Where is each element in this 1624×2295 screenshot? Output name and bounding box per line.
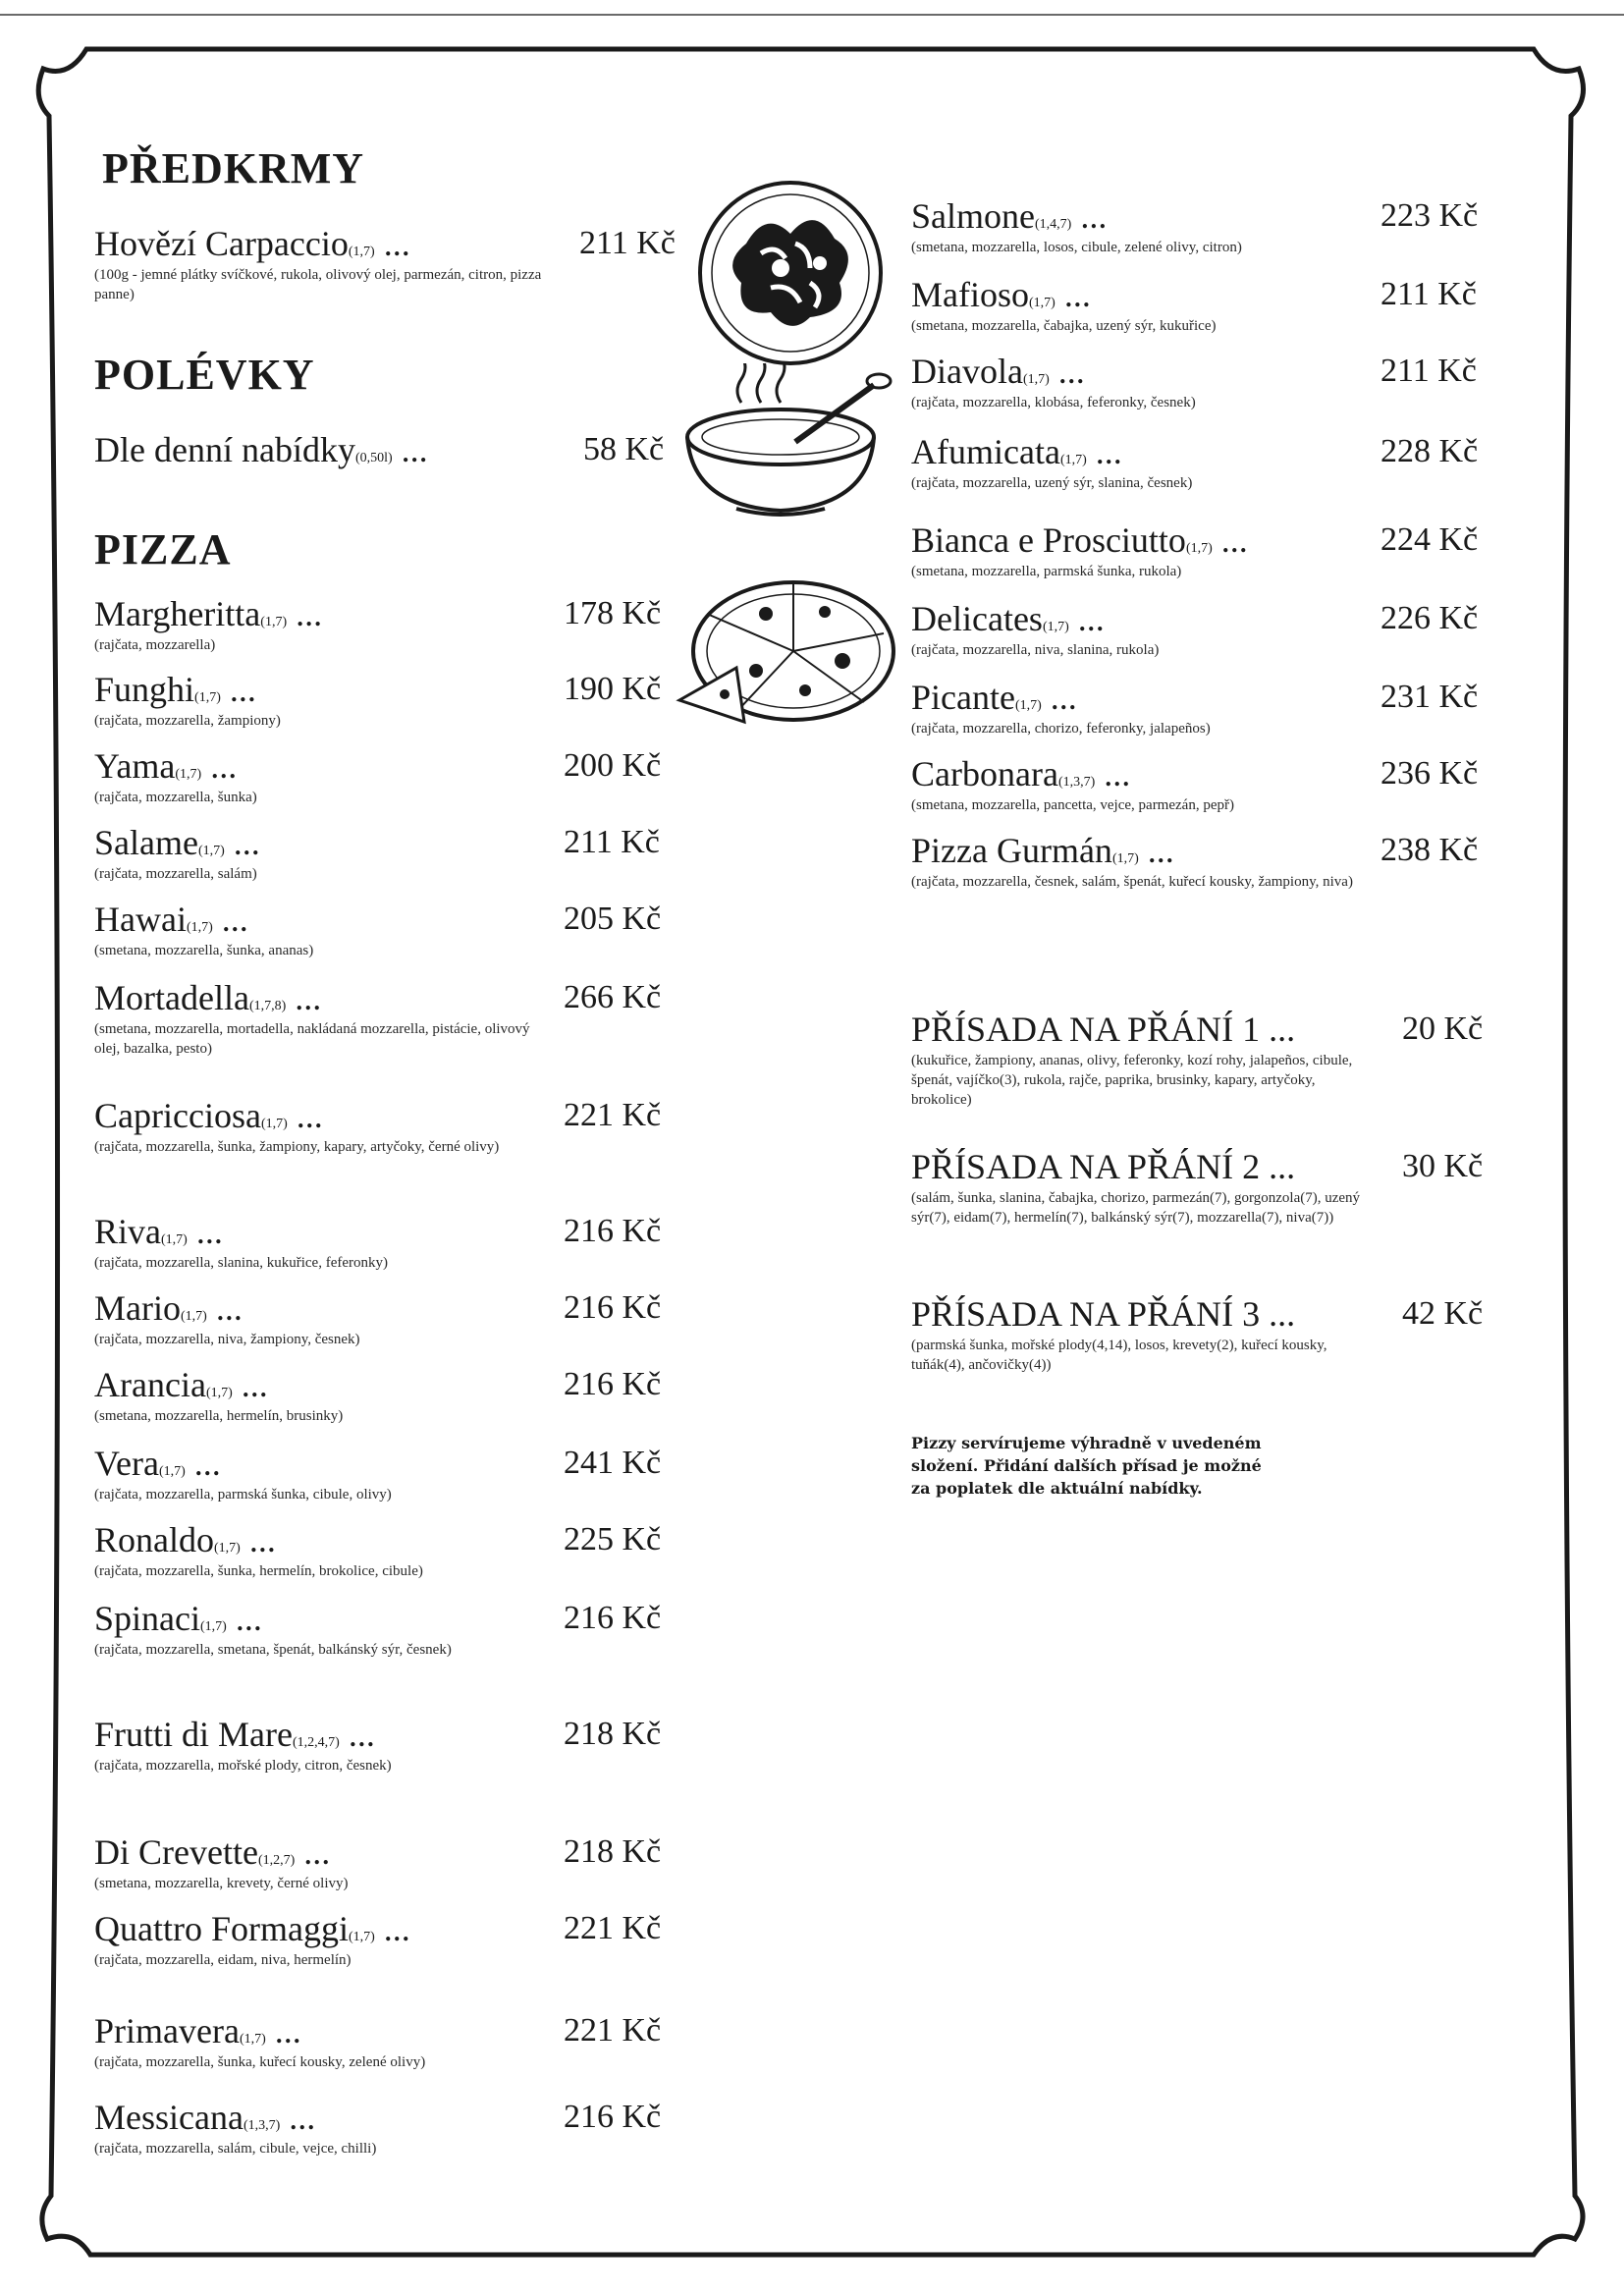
menu-item-row (94, 978, 674, 1021)
menu-item-price: 228 Kč (1380, 433, 1479, 469)
menu-item-allergens: (1,7) (260, 1117, 288, 1131)
leader-dots: ... (1041, 678, 1077, 717)
menu-item-row (94, 1288, 674, 1332)
menu-item-price: 190 Kč (564, 671, 662, 707)
menu-item-row (94, 1909, 674, 1952)
leader-dots: ... (287, 594, 323, 633)
menu-item-name (911, 599, 1105, 647)
menu-item-allergens: (1,2,7) (257, 1853, 296, 1868)
menu-item (911, 196, 1490, 257)
leader-dots: ... (187, 1212, 223, 1251)
menu-item-allergens: (1,7) (1029, 296, 1056, 310)
menu-item (911, 831, 1490, 892)
menu-item-row (911, 754, 1490, 797)
menu-item-row (94, 2011, 674, 2054)
menu-item (94, 1096, 674, 1157)
menu-item-title: Picante (911, 678, 1015, 717)
menu-item-allergens: (1,7) (1185, 541, 1213, 556)
menu-item-title: Messicana (94, 2098, 244, 2137)
menu-item (94, 1365, 674, 1426)
menu-item (911, 678, 1490, 738)
menu-item-description: (rajčata, mozzarella, šunka, hermelín, brokolice, cibule) (94, 1563, 423, 1579)
menu-item-allergens: (1,7) (239, 2032, 266, 2047)
menu-item-title: Pizza Gurmán (911, 831, 1112, 870)
menu-note-line: složení. Přidání dalších přísad je možné (911, 1456, 1262, 1475)
menu-item (94, 224, 674, 304)
menu-item-name (94, 594, 322, 642)
section-title-soups: POLÉVKY (94, 351, 315, 399)
menu-item-title: Dle denní nabídky (94, 430, 355, 469)
menu-item-allergens: (1,7) (175, 767, 202, 782)
menu-item-row (94, 1212, 674, 1255)
leader-dots: ... (295, 1832, 331, 1872)
menu-item-allergens: (1,7) (348, 1930, 375, 1944)
menu-item-title: Ronaldo (94, 1520, 214, 1559)
menu-note (911, 1432, 1324, 1500)
menu-item-description: (rajčata, mozzarella, salám) (94, 866, 257, 882)
menu-item-description: (salám, šunka, slanina, čabajka, chorizo, parmezán(7), gorgonzola(7), uzený sýr(7), eidam(7), hermelín(7), balkánský sýr(7), mozzarella(7), niva(7)) (911, 1190, 1361, 1226)
menu-item-title: Mafioso (911, 275, 1029, 314)
soup-bowl-icon (677, 363, 893, 530)
leader-dots: ... (1086, 432, 1122, 471)
menu-item-price: 216 Kč (564, 1600, 662, 1636)
leader-dots: ... (374, 1909, 410, 1948)
menu-item-description: (rajčata, mozzarella, slanina, kukuřice, feferonky) (94, 1255, 389, 1271)
menu-item-description: (smetana, mozzarella, parmská šunka, rukola) (911, 564, 1182, 579)
section-title-starters: PŘEDKRMY (102, 144, 365, 192)
menu-item-name (94, 1288, 243, 1337)
menu-item-row (911, 432, 1490, 475)
menu-item-row (94, 823, 674, 866)
menu-item-price: 218 Kč (564, 1833, 662, 1870)
menu-item-title: Di Crevette (94, 1832, 258, 1872)
menu-item-description: (rajčata, mozzarella, klobása, feferonky, česnek) (911, 395, 1196, 410)
menu-item-description: (rajčata, mozzarella, šunka, kuřecí kousky, zelené olivy) (94, 2054, 426, 2070)
menu-item (94, 1599, 674, 1660)
menu-item-name (94, 1599, 262, 1647)
leader-dots: ... (374, 224, 410, 263)
menu-item-title: Delicates (911, 599, 1043, 638)
leader-dots: ... (212, 900, 248, 939)
menu-item-name (94, 823, 260, 871)
menu-item-row (911, 1010, 1490, 1053)
menu-item-price: 178 Kč (564, 595, 662, 631)
leader-dots: ... (220, 670, 256, 709)
menu-item-name (911, 1010, 1295, 1049)
leader-dots: ... (1095, 754, 1131, 793)
menu-item-price: 216 Kč (564, 2099, 662, 2135)
menu-item-name (94, 1365, 268, 1413)
menu-item-description: (rajčata, mozzarella, niva, žampiony, česnek) (94, 1332, 360, 1347)
menu-item-allergens: (1,7) (1059, 453, 1087, 467)
leader-dots: ... (201, 746, 238, 786)
menu-item-name (94, 1832, 330, 1881)
menu-item-price: 216 Kč (564, 1366, 662, 1402)
menu-item-allergens: (1,7) (1042, 620, 1069, 634)
leader-dots: ... (1260, 1294, 1296, 1334)
menu-item (911, 1010, 1490, 1110)
leader-dots: ... (1068, 599, 1105, 638)
menu-item (911, 432, 1490, 493)
menu-item-allergens: (1,2,4,7) (292, 1735, 340, 1750)
menu-item-allergens: (1,7) (1014, 698, 1042, 713)
menu-item-description: (rajčata, mozzarella, salám, cibule, vejce, chilli) (94, 2141, 377, 2157)
menu-item-price: 221 Kč (564, 1910, 662, 1946)
menu-item-title: Diavola (911, 352, 1023, 391)
menu-item-title: Afumicata (911, 432, 1060, 471)
menu-item-description: (parmská šunka, mořské plody(4,14), losos, krevety(2), kuřecí kousky, tuňák(4), ančovičky(4)) (911, 1338, 1327, 1373)
menu-item-row (94, 1444, 674, 1487)
menu-item-name (94, 978, 321, 1026)
menu-item-name (94, 2098, 315, 2146)
leader-dots: ... (1260, 1147, 1296, 1186)
menu-item (94, 900, 674, 960)
menu-item-title: Bianca e Prosciutto (911, 520, 1186, 560)
menu-item (94, 594, 674, 655)
menu-item-title: Vera (94, 1444, 159, 1483)
menu-item-price: 221 Kč (564, 1097, 662, 1133)
leader-dots: ... (265, 2011, 301, 2050)
leader-dots: ... (392, 430, 428, 469)
leader-dots: ... (1055, 275, 1091, 314)
menu-item-name (911, 196, 1107, 245)
menu-item-price: 241 Kč (564, 1445, 662, 1481)
menu-item-description: (smetana, mozzarella, hermelín, brusinky) (94, 1408, 344, 1424)
menu-item-name (911, 1147, 1295, 1186)
menu-item-description: (rajčata, mozzarella, chorizo, feferonky, jalapeños) (911, 721, 1211, 737)
menu-item-description: (smetana, mozzarella, šunka, ananas) (94, 943, 314, 958)
menu-item (94, 1832, 674, 1893)
menu-item-allergens: (1,7) (1111, 851, 1139, 866)
menu-item-title: Arancia (94, 1365, 206, 1404)
leader-dots: ... (206, 1288, 243, 1328)
menu-item-name (94, 1212, 223, 1260)
menu-item-description: (rajčata, mozzarella, šunka, žampiony, kapary, artyčoky, černé olivy) (94, 1139, 500, 1155)
menu-item-name (94, 1909, 410, 1957)
menu-item-row (94, 430, 674, 473)
menu-item-name (911, 520, 1248, 569)
menu-item-price: 205 Kč (564, 901, 662, 937)
menu-item-title: Frutti di Mare (94, 1715, 293, 1754)
menu-item-price: 216 Kč (564, 1289, 662, 1326)
menu-item (911, 520, 1490, 581)
menu-item-allergens: (1,7) (260, 615, 288, 629)
menu-item-name (94, 1444, 221, 1492)
menu-item-price: 226 Kč (1380, 600, 1479, 636)
section-title-pizza: PIZZA (94, 525, 232, 574)
menu-item-title: Hawai (94, 900, 187, 939)
menu-item-row (94, 1715, 674, 1758)
menu-item-row (94, 670, 674, 713)
menu-item-description: (rajčata, mozzarella, uzený sýr, slanina, česnek) (911, 475, 1193, 491)
menu-item-title: PŘÍSADA NA PŘÁNÍ 2 (911, 1147, 1261, 1186)
menu-item-title: Hovězí Carpaccio (94, 224, 349, 263)
menu-item-allergens: (1,7) (1022, 372, 1050, 387)
menu-item-description: (rajčata, mozzarella, smetana, špenát, balkánský sýr, česnek) (94, 1642, 452, 1658)
menu-item-description: (100g - jemné plátky svíčkové, rukola, olivový olej, parmezán, citron, pizza panne) (94, 267, 542, 302)
menu-item (911, 275, 1490, 336)
menu-item-description: (smetana, mozzarella, mortadella, nakládaná mozzarella, pistácie, olivový olej, bazalka, pesto) (94, 1021, 530, 1057)
menu-item (94, 1212, 674, 1273)
menu-item-description: (rajčata, mozzarella, žampiony) (94, 713, 281, 729)
menu-item-price: 218 Kč (564, 1716, 662, 1752)
menu-item-title: Funghi (94, 670, 195, 709)
menu-item-price: 211 Kč (564, 824, 660, 860)
menu-item-description: (smetana, mozzarella, pancetta, vejce, parmezán, pepř) (911, 797, 1234, 813)
menu-item (94, 823, 674, 884)
menu-item-name (94, 224, 410, 272)
menu-item-title: PŘÍSADA NA PŘÁNÍ 1 (911, 1010, 1261, 1049)
menu-item-price: 20 Kč (1402, 1011, 1484, 1047)
menu-item-row (94, 746, 674, 790)
menu-item-row (94, 1096, 674, 1139)
menu-item-row (94, 594, 674, 637)
menu-item-name (911, 1294, 1295, 1334)
menu-item-title: Mario (94, 1288, 181, 1328)
leader-dots: ... (232, 1365, 268, 1404)
menu-item-price: 224 Kč (1380, 521, 1479, 558)
menu-item-price: 42 Kč (1402, 1295, 1484, 1332)
menu-item (911, 754, 1490, 815)
menu-item-name (911, 678, 1077, 726)
menu-item-name (94, 900, 248, 948)
menu-item-row (911, 196, 1490, 240)
menu-item-name (911, 275, 1091, 323)
menu-item-name (94, 1096, 323, 1144)
menu-item-row (911, 1294, 1490, 1338)
menu-item-name (911, 352, 1085, 400)
menu-item-description: (rajčata, mozzarella, niva, slanina, rukola) (911, 642, 1160, 658)
menu-item-row (911, 1147, 1490, 1190)
leader-dots: ... (339, 1715, 375, 1754)
menu-item-title: Capricciosa (94, 1096, 261, 1135)
leader-dots: ... (1260, 1010, 1296, 1049)
menu-item (94, 2011, 674, 2072)
menu-item-description: (rajčata, mozzarella, eidam, niva, hermelín) (94, 1952, 352, 1968)
leader-dots: ... (287, 1096, 323, 1135)
leader-dots: ... (185, 1444, 221, 1483)
menu-item-name (94, 1715, 375, 1763)
menu-item-allergens: (1,3,7) (243, 2118, 281, 2133)
menu-item-title: Spinaci (94, 1599, 200, 1638)
leader-dots: ... (1138, 831, 1174, 870)
menu-item (94, 978, 674, 1059)
menu-item-description: (rajčata, mozzarella, česnek, salám, špenát, kuřecí kousky, žampiony, niva) (911, 874, 1353, 890)
menu-item (911, 1294, 1490, 1375)
menu-item-description: (rajčata, mozzarella, mořské plody, citron, česnek) (94, 1758, 392, 1774)
leader-dots: ... (1212, 520, 1248, 560)
menu-item-title: Mortadella (94, 978, 249, 1017)
menu-item-description: (smetana, mozzarella, krevety, černé olivy) (94, 1876, 349, 1891)
menu-item-description: (smetana, mozzarella, losos, cibule, zelené olivy, citron) (911, 240, 1242, 255)
menu-note-line: Pizzy servírujeme výhradně v uvedeném (911, 1434, 1262, 1452)
menu-item-row (94, 224, 674, 267)
menu-item-allergens: (1,7) (199, 1619, 227, 1634)
menu-item (911, 352, 1490, 412)
menu-item (94, 1288, 674, 1349)
menu-item-name (911, 831, 1174, 879)
menu-item (94, 1715, 674, 1776)
menu-item-row (94, 1599, 674, 1642)
menu-item-price: 236 Kč (1380, 755, 1479, 792)
menu-item-title: Quattro Formaggi (94, 1909, 349, 1948)
menu-item-price: 225 Kč (564, 1521, 662, 1557)
menu-item-allergens: (1,4,7) (1034, 217, 1072, 232)
menu-item-title: Primavera (94, 2011, 240, 2050)
menu-item-title: Yama (94, 746, 176, 786)
menu-item-title: Riva (94, 1212, 161, 1251)
menu-item (94, 1444, 674, 1504)
menu-item-name (94, 430, 428, 478)
menu-item-allergens: (1,7) (180, 1309, 207, 1324)
menu-item (94, 2098, 674, 2158)
menu-item-name (911, 754, 1130, 802)
menu-item-row (911, 831, 1490, 874)
menu-item-price: 30 Kč (1402, 1148, 1484, 1184)
menu-item-name (94, 746, 237, 794)
salad-plate-icon (687, 175, 893, 371)
menu-item-allergens: (1,7) (194, 690, 221, 705)
menu-item-allergens: (1,3,7) (1057, 775, 1096, 790)
leader-dots: ... (1049, 352, 1085, 391)
leader-dots: ... (1071, 196, 1108, 236)
menu-item-price: 200 Kč (564, 747, 662, 784)
menu-item-allergens: (1,7) (158, 1464, 186, 1479)
menu-item-price: 221 Kč (564, 2012, 662, 2049)
menu-item-price: 266 Kč (564, 979, 662, 1015)
menu-item-row (94, 900, 674, 943)
menu-item-allergens: (1,7) (214, 1541, 241, 1556)
menu-item-title: Salmone (911, 196, 1035, 236)
menu-item-description: (smetana, mozzarella, čabajka, uzený sýr, kukuřice) (911, 318, 1217, 334)
menu-item-row (94, 1365, 674, 1408)
menu-item-name (94, 1520, 276, 1568)
menu-item-row (911, 520, 1490, 564)
menu-item-title: PŘÍSADA NA PŘÁNÍ 3 (911, 1294, 1261, 1334)
menu-item-row (94, 2098, 674, 2141)
menu-item-row (911, 678, 1490, 721)
menu-item-price: 211 Kč (1380, 353, 1477, 389)
menu-item-title: Carbonara (911, 754, 1058, 793)
menu-item-description: (kukuřice, žampiony, ananas, olivy, feferonky, kozí rohy, jalapeños, cibule, špenát, vajíčko(3), rukola, rajče, paprika, brusinky, kapary, artyčoky, brokolice) (911, 1053, 1353, 1108)
menu-item-price: 231 Kč (1380, 679, 1479, 715)
menu-item (911, 599, 1490, 660)
menu-item-price: 211 Kč (1380, 276, 1477, 312)
menu-item-allergens: (1,7) (348, 245, 375, 259)
menu-item-allergens: (0,50l) (354, 451, 393, 465)
menu-item-name (94, 2011, 301, 2059)
menu-item (94, 430, 674, 473)
menu-item-price: 211 Kč (579, 225, 676, 261)
menu-item-price: 238 Kč (1380, 832, 1479, 868)
menu-item-allergens: (1,7) (205, 1386, 233, 1400)
menu-item-description: (rajčata, mozzarella) (94, 637, 216, 653)
menu-item-price: 216 Kč (564, 1213, 662, 1249)
menu-item (94, 1520, 674, 1581)
menu-item-name (911, 432, 1122, 480)
menu-item-description: (rajčata, mozzarella, parmská šunka, cibule, olivy) (94, 1487, 392, 1503)
leader-dots: ... (280, 2098, 316, 2137)
menu-item-row (94, 1832, 674, 1876)
leader-dots: ... (224, 823, 260, 862)
menu-item (94, 670, 674, 731)
menu-item-allergens: (1,7) (161, 1232, 188, 1247)
menu-item (94, 1909, 674, 1970)
pizza-icon (668, 574, 903, 741)
menu-item (911, 1147, 1490, 1228)
menu-item-title: Salame (94, 823, 198, 862)
menu-item-description: (rajčata, mozzarella, šunka) (94, 790, 257, 805)
leader-dots: ... (240, 1520, 276, 1559)
menu-item-title: Margheritta (94, 594, 261, 633)
menu-item-price: 58 Kč (583, 431, 665, 467)
menu-item-price: 223 Kč (1380, 197, 1479, 234)
menu-item-allergens: (1,7) (197, 844, 225, 858)
menu-item-name (94, 670, 256, 718)
menu-item-row (911, 352, 1490, 395)
menu-item-allergens: (1,7) (186, 920, 213, 935)
menu-item-row (911, 275, 1490, 318)
leader-dots: ... (226, 1599, 262, 1638)
menu-item-row (911, 599, 1490, 642)
menu-item-allergens: (1,7,8) (248, 999, 287, 1013)
menu-item-row (94, 1520, 674, 1563)
menu-item (94, 746, 674, 807)
leader-dots: ... (286, 978, 322, 1017)
menu-note-line: za poplatek dle aktuální nabídky. (911, 1479, 1203, 1498)
